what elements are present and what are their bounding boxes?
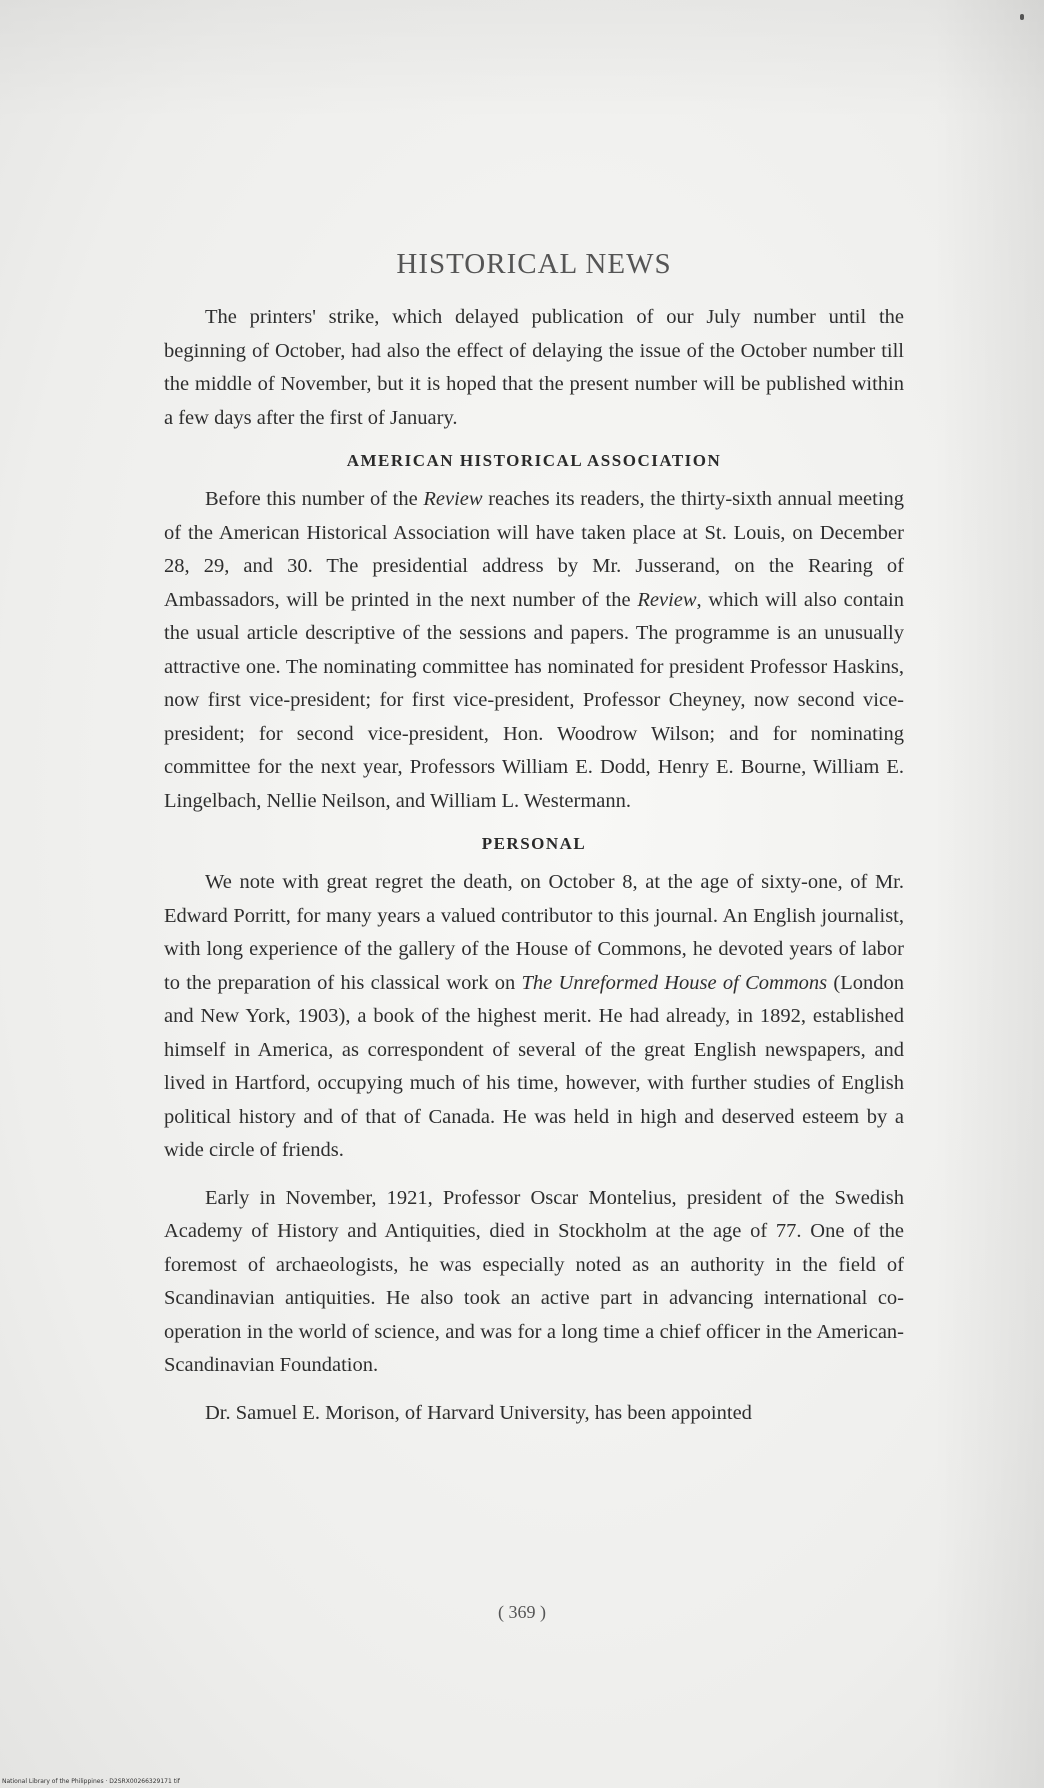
page-number: ( 369 ) (498, 1602, 546, 1622)
porritt-text-1: We note with great regret the death, on October 8, at the age of sixty-one, of Mr. Edward Porritt, for many years a valued contributor to this journal. An English journalist, with long experience of the gallery of the House of Commons, he devoted years of labor to the preparation of his classical work on (164, 871, 904, 994)
aha-text-1: Before this number of the (205, 488, 424, 510)
porritt-text-2: (London and New York, 1903), a book of the highest merit. He had already, in 1892, established himself in America, as correspondent of several of the great English newspapers, and lived in Hartford, occupying much of his time, however, with further studies of English political history and of that of Canada. He was held in high and deserved esteem by a wide circle of friends. (164, 971, 904, 1161)
text-column (164, 248, 904, 1430)
aha-paragraph (164, 483, 904, 818)
scan-speck (1020, 14, 1024, 20)
section-heading-aha: AMERICAN HISTORICAL ASSOCIATION (346, 451, 722, 470)
scan-source-label: National Library of the Philippines · D2SRX00266329171 tif (2, 1778, 180, 1785)
porritt-paragraph (164, 866, 904, 1168)
review-title-2: Review (637, 588, 697, 611)
morison-paragraph: Dr. Samuel E. Morison, of Harvard University, has been appointed (205, 1401, 752, 1424)
aha-text-2: reaches its readers, the thirty-sixth annual meeting of the American Historical Association will have taken place at St. Louis, on December 28, 29, and 30. The presidential address by Mr. Jusserand, on the Rearing of Ambassadors, will be printed in the next number of the (164, 488, 905, 611)
page-shading-top (0, 0, 1044, 120)
montelius-paragraph: Early in November, 1921, Professor Oscar Montelius, president of the Swedish Academy of History and Antiquities, died in Stockholm at the age of 77. One of the foremost of archaeologists, he was especially noted as an authority in the field of Scandinavian antiquities. He also took an active part in advancing international co-operation in the world of science, and was for a long time a chief officer in the American-Scandinavian Foundation. (164, 1186, 904, 1376)
section-heading-personal: PERSONAL (481, 834, 587, 853)
book-title: The Unreformed House of Commons (521, 971, 828, 994)
intro-paragraph: The printers' strike, which delayed publication of our July number until the beginning of October, had also the effect of delaying the issue of the October number till the middle of November, but it is hoped that the present number will be published within a few days after the first of January. (164, 306, 904, 429)
review-title-1: Review (423, 488, 483, 510)
aha-text-3: , which will also contain the usual article descriptive of the sessions and papers. The programme is an unusually attractive one. The nominating committee has nominated for president Professor Haskins, now first vice-president; for first vice-president, Professor Cheyney, now second vice-president; for second vice-president, Hon. Woodrow Wilson; and for nominating committee for the next year, Professors William E. Dodd, Henry E. Bourne, William E. Lingelbach, Nellie Neilson, and William L. Westermann. (164, 588, 904, 812)
page-shading-right (934, 0, 1044, 1788)
paragraph-gap (164, 1168, 904, 1182)
page-title: HISTORICAL NEWS (396, 248, 672, 280)
paragraph-gap (164, 1383, 904, 1397)
